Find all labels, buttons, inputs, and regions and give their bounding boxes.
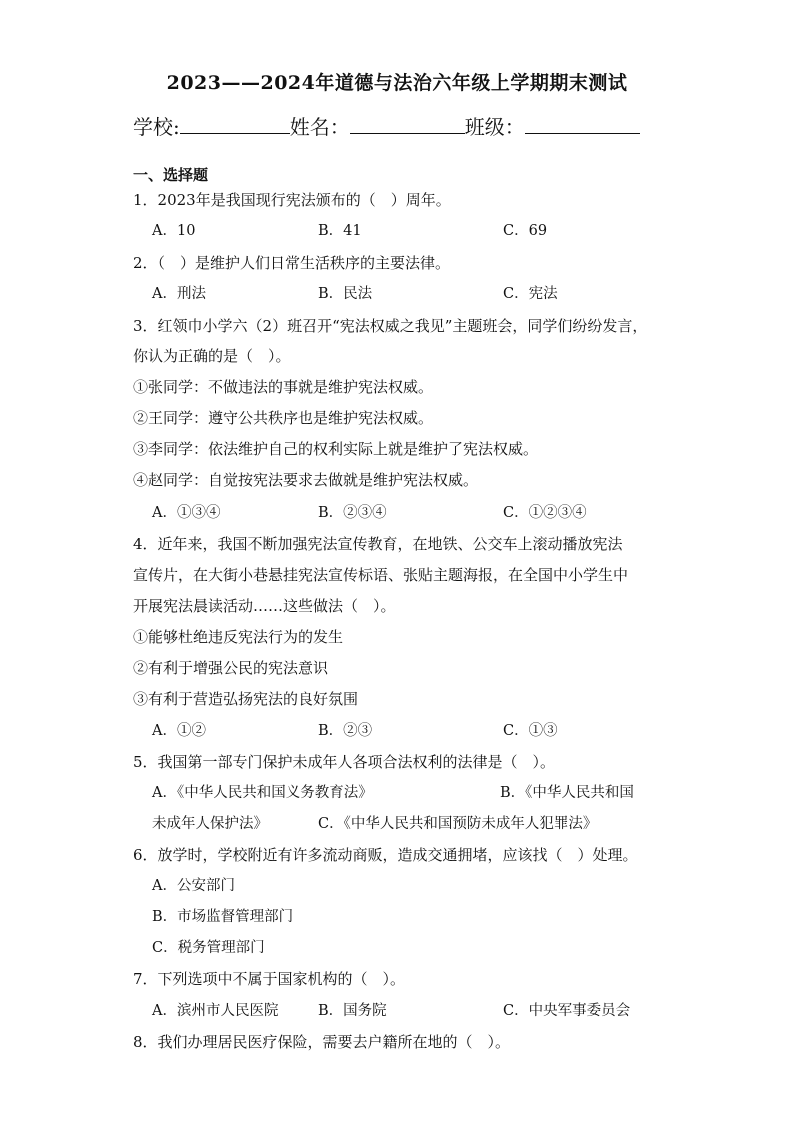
question-6-option-a: A．公安部门: [152, 878, 235, 894]
question-3-stem-line2: 你认为正确的是（ ）。: [133, 347, 291, 365]
question-2-option-a: A．刑法: [152, 286, 206, 302]
question-4-option-a: A．①②: [152, 723, 206, 739]
question-5-option-c: C．《中华人民共和国预防未成年人犯罪法》: [318, 816, 598, 832]
question-1-option-b: B．41: [318, 223, 362, 239]
question-3-option-a: A．①③④: [152, 505, 221, 521]
page-title: 2023——2024年道德与法治六年级上学期期末测试: [166, 72, 628, 94]
school-label: 学校:: [133, 115, 180, 139]
question-6-option-c: C．税务管理部门: [152, 940, 265, 956]
question-7-stem: 7．下列选项中不属于国家机构的（ ）。: [133, 970, 406, 988]
question-3-statement-2: ②王同学：遵守公共秩序也是维护宪法权威。: [133, 409, 434, 427]
question-4-option-c: C．①③: [503, 723, 558, 739]
name-blank[interactable]: [350, 115, 465, 134]
question-4-statement-3: ③有利于营造弘扬宪法的良好氛围: [133, 690, 359, 708]
question-4-stem-line2: 宣传片，在大街小巷悬挂宪法宣传标语、张贴主题海报，在全国中小学生中: [133, 566, 629, 584]
question-7-option-c: C．中央军事委员会: [503, 1003, 631, 1019]
question-3-option-b: B．②③④: [318, 505, 387, 521]
question-5-option-b-continued: 未成年人保护法》: [152, 816, 268, 832]
question-4-statement-2: ②有利于增强公民的宪法意识: [133, 659, 329, 677]
student-info-line: [133, 111, 640, 140]
question-4-statement-1: ①能够杜绝违反宪法行为的发生: [133, 628, 344, 646]
question-7-option-a: A．滨州市人民医院: [152, 1003, 279, 1019]
question-3-statement-4: ④赵同学：自觉按宪法要求去做就是维护宪法权威。: [133, 471, 479, 489]
school-blank[interactable]: [180, 115, 290, 134]
question-1-option-a: A．10: [152, 223, 196, 239]
question-7-option-b: B．国务院: [318, 1003, 387, 1019]
question-1-option-c: C．69: [503, 223, 548, 239]
question-4-stem-line1: 4．近年来，我国不断加强宪法宣传教育，在地铁、公交车上滚动播放宪法: [133, 535, 623, 553]
question-6-stem: 6．放学时，学校附近有许多流动商贩，造成交通拥堵，应该找（ ）处理。: [133, 846, 638, 864]
question-5-option-a: A．《中华人民共和国义务教育法》: [152, 785, 373, 801]
question-3-stem-line1: 3．红领巾小学六（2）班召开“宪法权威之我见”主题班会，同学们纷纷发言，: [133, 317, 648, 335]
question-6-option-b: B．市场监督管理部门: [152, 909, 294, 925]
question-5-option-b: B．《中华人民共和国: [500, 785, 634, 801]
question-8-stem: 8．我们办理居民医疗保险，需要去户籍所在地的（ ）。: [133, 1033, 511, 1051]
name-label: 姓名：: [289, 115, 350, 139]
class-label: 班级：: [464, 115, 525, 139]
question-2-option-b: B．民法: [318, 286, 373, 302]
question-5-stem: 5．我国第一部专门保护未成年人各项合法权利的法律是（ ）。: [133, 753, 556, 771]
question-4-stem-line3: 开展宪法晨读活动……这些做法（ ）。: [133, 597, 396, 615]
question-2-option-c: C．宪法: [503, 286, 558, 302]
question-3-statement-1: ①张同学：不做违法的事就是维护宪法权威。: [133, 378, 434, 396]
section-heading: 一、选择题: [133, 166, 209, 184]
question-4-option-b: B．②③: [318, 723, 373, 739]
question-3-option-c: C．①②③④: [503, 505, 587, 521]
question-2-stem: 2．（ ）是维护人们日常生活秩序的主要法律。: [133, 254, 451, 272]
class-blank[interactable]: [525, 115, 640, 134]
question-1-stem: 1．2023年是我国现行宪法颁布的（ ）周年。: [133, 191, 451, 209]
question-3-statement-3: ③李同学：依法维护自己的权利实际上就是维护了宪法权威。: [133, 440, 539, 458]
